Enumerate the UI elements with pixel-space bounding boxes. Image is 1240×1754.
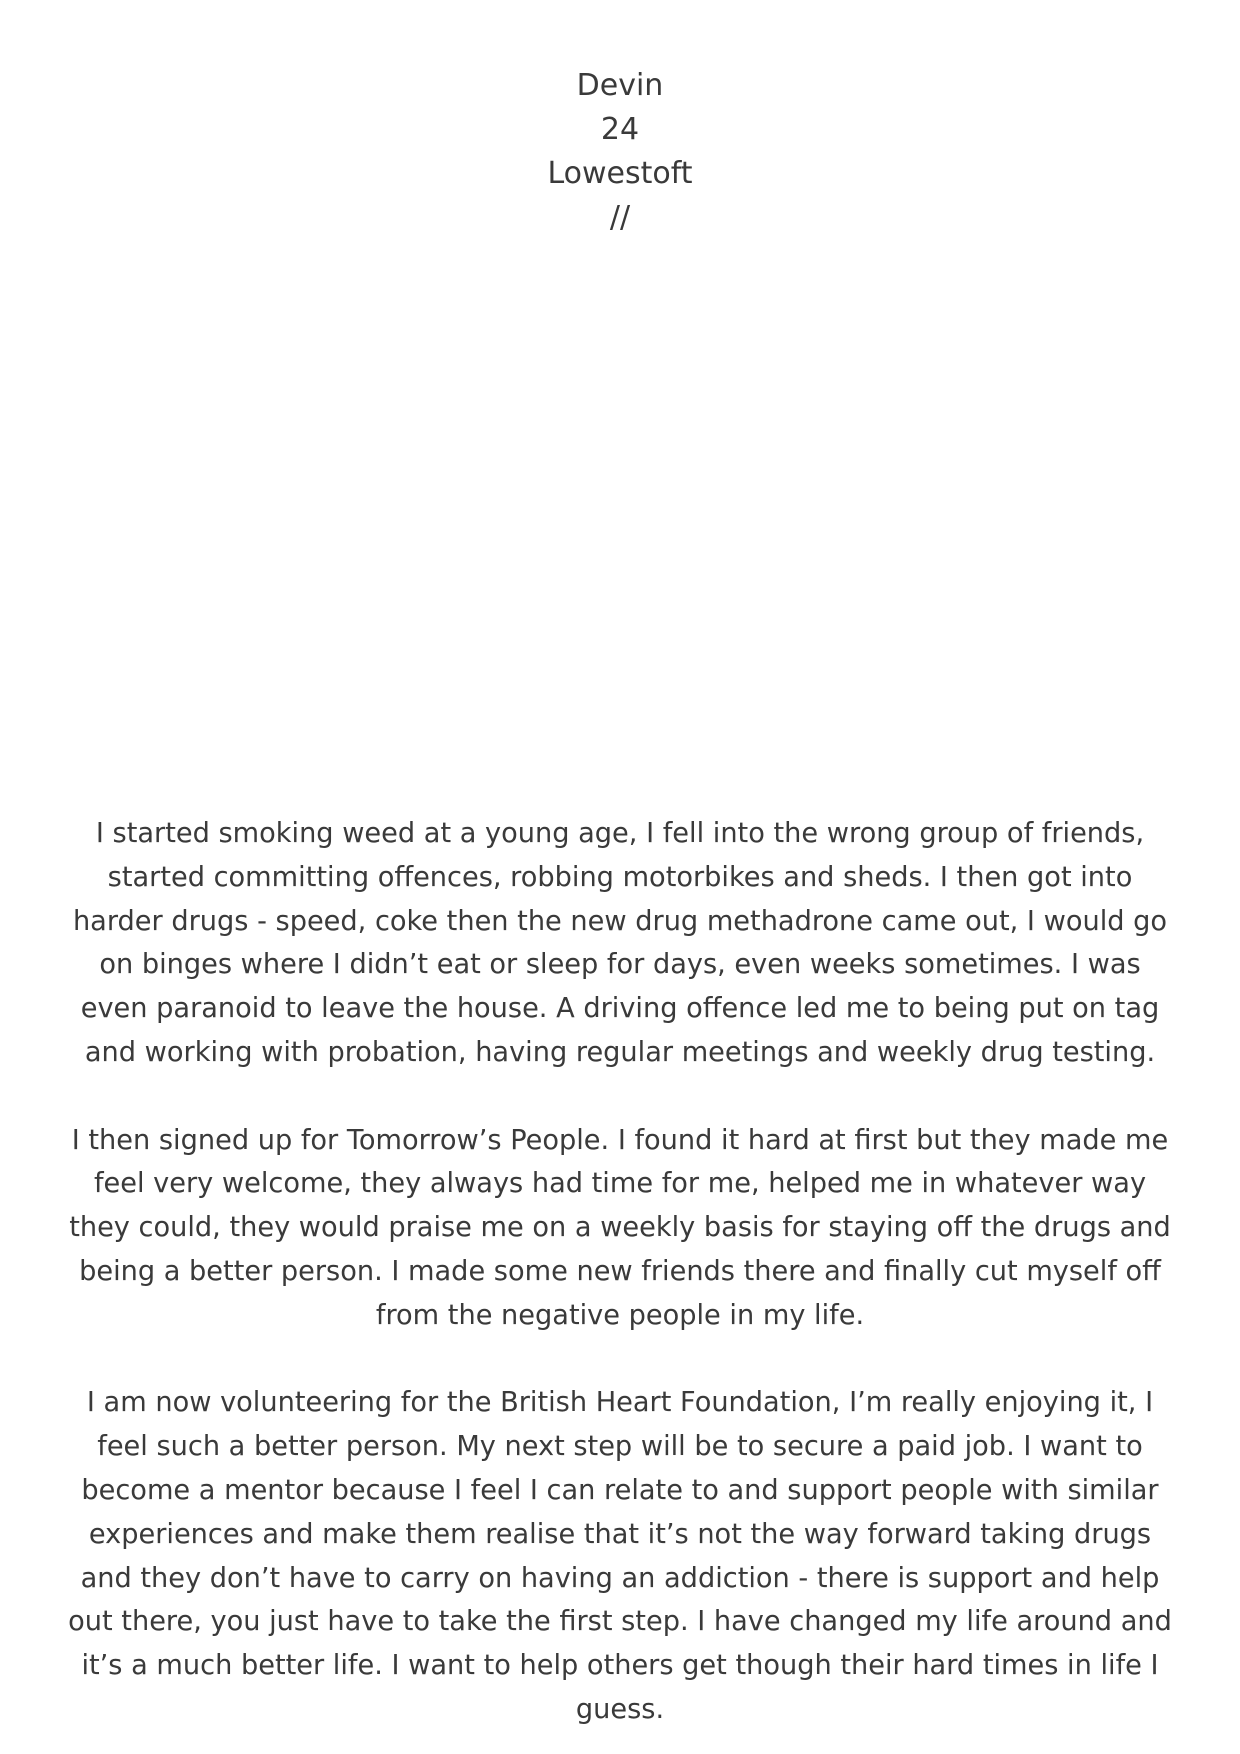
person-location: Lowestoft [547,156,693,191]
story-paragraph-2: I then signed up for Tomorrow’s People. I found it hard at first but they made me feel very welcome, they always had time for me, helped me in whatever way they could, they would praise me on a weekly basis for staying off the drugs and being a better person. I made some new friends there and finally cut myself off from the negative people in my life. [69,1124,1171,1331]
person-name: Devin [576,68,664,103]
story-paragraph-3: I am now volunteering for the British Heart Foundation, I’m really enjoying it, I feel such a better person. My next step will be to secure a paid job. I want to become a mentor because I feel I can relate to and support people with similar experiences and make them realise that it’s not the way forward taking drugs and they don’t have to carry on having an addiction - there is support and help out there, you just have to take the first step. I have changed my life around and it’s a much better life. I want to help others get though their hard times in life I guess. [68,1387,1172,1725]
profile-header [0,64,1240,240]
story-body [62,812,1178,1732]
header-separator: // [609,200,631,235]
story-paragraph-1: I started smoking weed at a young age, I fell into the wrong group of friends, started committing offences, robbing motorbikes and sheds. I then got into harder drugs - speed, coke then the new drug methadrone came out, I would go on binges where I didn’t eat or sleep for days, even weeks sometimes. I was even paranoid to leave the house. A driving offence led me to being put on tag and working with probation, having regular meetings and weekly drug testing. [72,818,1168,1068]
person-age: 24 [600,112,640,147]
